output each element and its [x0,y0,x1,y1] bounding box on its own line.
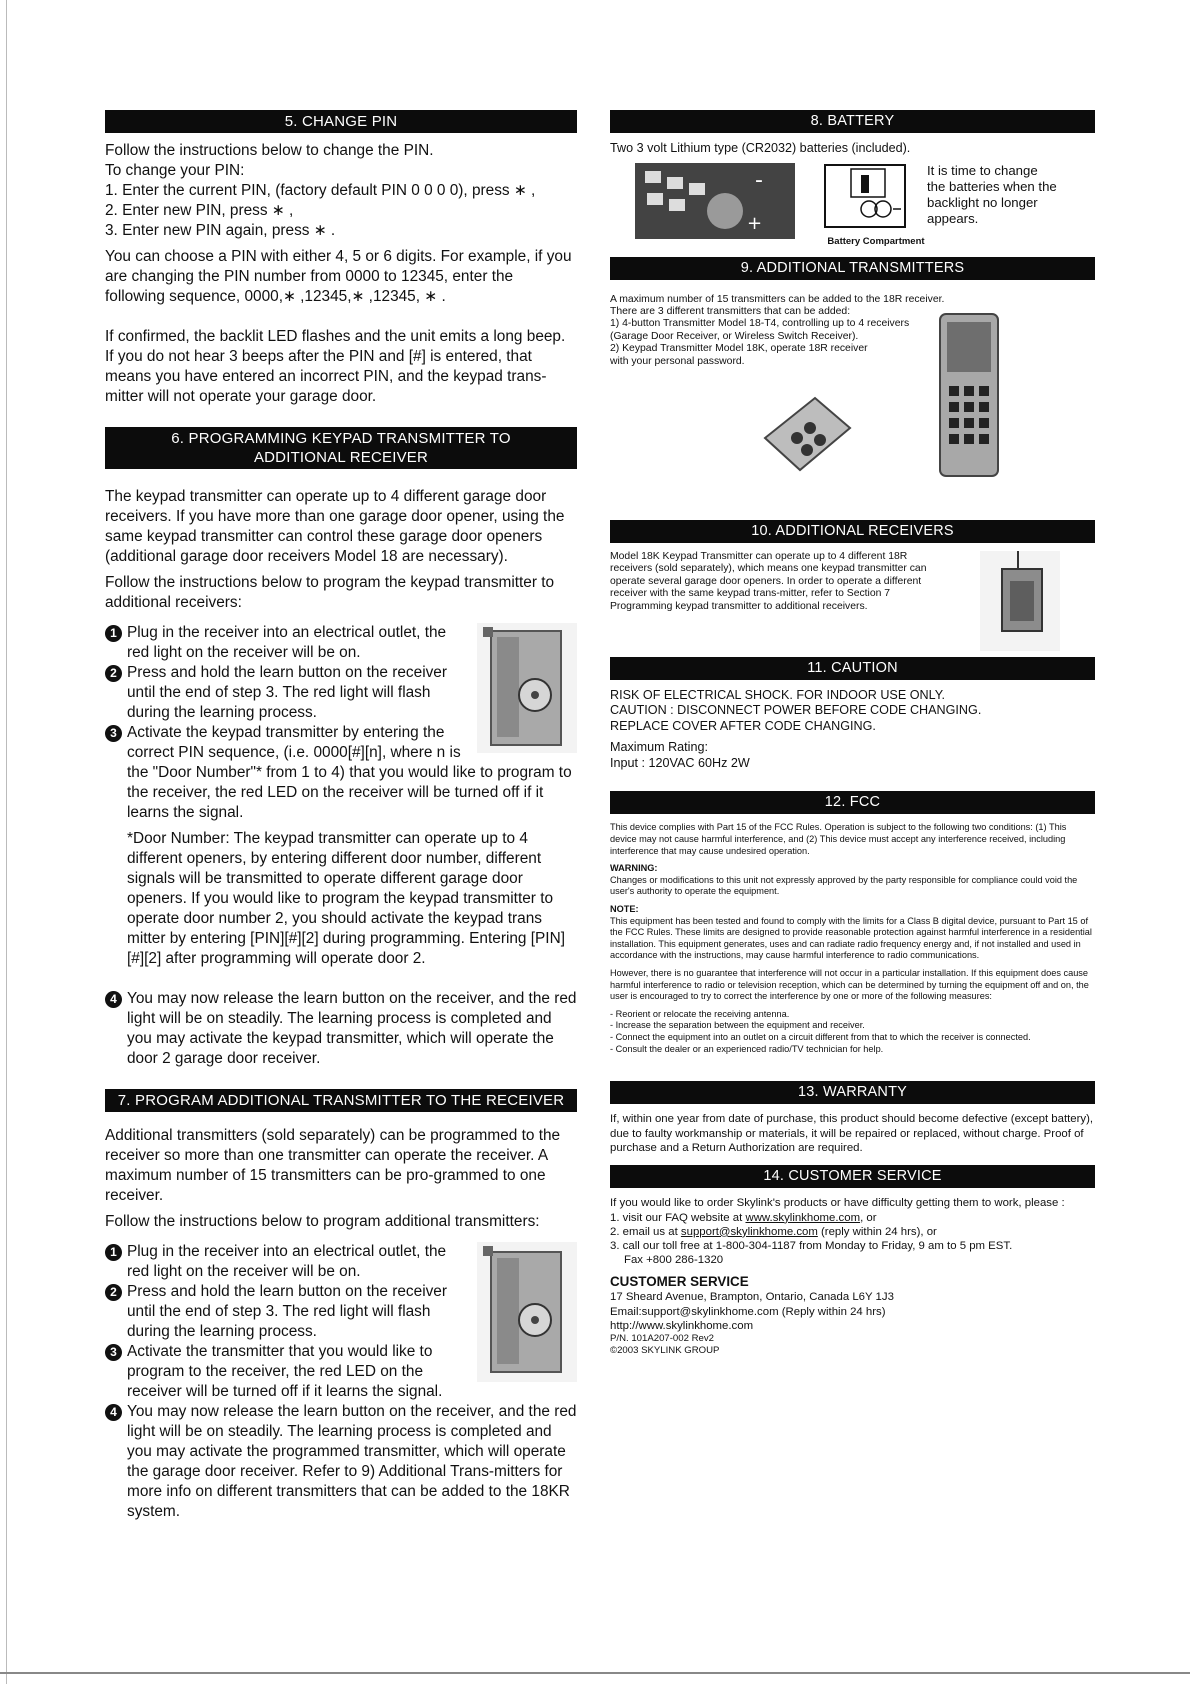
s9-line1: A maximum number of 15 transmitters can be added to the 18R receiver. [610,293,945,305]
s7-step-4: 4 You may now release the learn button on the receiver, and the red light will be on steadily. The learning process is completed and you may activate the programmed transmitter, which will operate the garage door receiver. Refer to 9) Additional Trans-mitters for more info on different transmitters that can be added to the 18KR system. [105,1402,577,1522]
list-item: - Increase the separation between the equipment and receiver. [610,1020,865,1031]
s11-line3: REPLACE COVER AFTER CODE CHANGING. [610,718,876,733]
s14-copyright: ©2003 SKYLINK GROUP [610,1344,720,1356]
s6-title-line1: 6. PROGRAMMING KEYPAD TRANSMITTER TO [171,430,511,447]
keypad-transmitter-image [935,310,1005,480]
s5-intro2: To change your PIN: [105,162,245,179]
step-number-1: 1 [105,1244,122,1261]
step-number-3: 3 [105,1344,122,1361]
page-edge-left [6,0,7,1684]
s9-line4: (Garage Door Receiver, or Wireless Switch Receiver). [610,330,859,342]
s6-step-1: 1 Plug in the receiver into an electrical outlet, the red light on the receiver will be on. [105,623,577,663]
step-number-4: 4 [105,1404,122,1421]
step-number-2: 2 [105,665,122,682]
s7-step-3: 3 Activate the transmitter that you would like to program to the receiver, the red LED on the receiver will be turned off if it learns the signal. [105,1342,577,1402]
s14-cs-title: CUSTOMER SERVICE [610,1274,749,1290]
step-number-1: 1 [105,625,122,642]
s12-p1: This device complies with Part 15 of the FCC Rules. Operation is subject to the following two conditions: (1) This device may not cause harmful interference, and (2) This device must accept any interference received, including interference that may cause undesired operation. [610,822,1067,856]
s9-images [610,368,1095,520]
s14-fax: Fax +800 286-1320 [624,1254,724,1267]
battery-photo [635,163,795,239]
s14-part-number: P/N. 101A207-002 Rev2 [610,1332,714,1344]
s14-address: 17 Sheard Avenue, Brampton, Ontario, Canada L6Y 1J3 [610,1291,894,1304]
s12-note-label: NOTE: [610,904,639,914]
support-email-link[interactable]: support@skylinkhome.com [680,1225,818,1238]
s14-intro: If you would like to order Skylink's products or have difficulty getting them to work, please : [610,1197,1065,1210]
svg-text:+: + [747,212,763,234]
s9-body [610,294,1095,520]
s5-para1: You can choose a PIN with either 4, 5 or 6 digits. For example, if you are changing the PIN number from 0000 to 12345, enter the following sequence, 0000,∗ ,12345,∗ ,12345, ∗ . [105,248,572,305]
page-edge-bottom [0,1672,1190,1674]
section-8-header: 8. BATTERY [610,110,1095,133]
s14-item-1: 1. visit our FAQ website at www.skylinkhome.com, or [610,1211,877,1224]
svg-text:-: - [755,167,763,193]
section-7-header: 7. PROGRAM ADDITIONAL TRANSMITTER TO THE RECEIVER [105,1089,577,1112]
s14-body [610,1196,1095,1357]
s14-item-3: 3. call our toll free at 1-800-304-1187 from Monday to Friday, 9 am to 5 pm EST. [610,1239,1013,1252]
list-item: - Connect the equipment into an outlet on a circuit different from that to which the receiver is connected. [610,1031,1031,1042]
s7-step-2: 2 Press and hold the learn button on the receiver until the end of step 3. The red light will flash during the learning process. [105,1282,577,1342]
s5-intro1: Follow the instructions below to change the PIN. [105,142,434,159]
step-number-2: 2 [105,1284,122,1301]
section-10-header: 10. ADDITIONAL RECEIVERS [610,520,1095,543]
s12-note: This equipment has been tested and found to comply with the limits for a Class B digital device, pursuant to Part 15 of the FCC Rules. These limits are designed to provide reasonable protection against harmful interference in a residential installation. This equipment generates, uses and can radiate radio frequency energy and, if not installed and used in accordance with the instructions, may cause harmful interference to radio communications. [610,915,1092,961]
s14-item-2: 2. email us at support@skylinkhome.com (reply within 24 hrs), or [610,1225,937,1238]
s11-line1: RISK OF ELECTRICAL SHOCK. FOR INDOOR USE ONLY. [610,687,945,702]
s6-para1: The keypad transmitter can operate up to 4 different garage door receivers. If you have more than one garage door opener, using the same keypad transmitter can control these garage door openers (additional garage door receivers Model 18 are necessary). [105,488,565,565]
s5-para2: If confirmed, the backlit LED flashes and the unit emits a long beep. [105,328,566,345]
battery-compartment-figure [821,163,931,247]
s5-step-1: 1. Enter the current PIN, (factory default PIN 0 0 0 0), press ∗ , [105,182,536,199]
s8-para1: Two 3 volt Lithium type (CR2032) batteries (included). [610,141,911,155]
s9-line3: 1) 4-button Transmitter Model 18-T4, controlling up to 4 receivers [610,318,910,330]
s7-para2: Follow the instructions below to program additional transmitters: [105,1213,540,1230]
remote-transmitter-image [755,388,855,478]
section-14-header: 14. CUSTOMER SERVICE [610,1165,1095,1188]
section-5-header: 5. CHANGE PIN [105,110,577,133]
section-9-header: 9. ADDITIONAL TRANSMITTERS [610,257,1095,280]
battery-figure-row [610,163,1095,247]
s6-para2: Follow the instructions below to program the keypad transmitter to additional receivers: [105,574,555,611]
s12-warning: Changes or modifications to this unit not expressly approved by the party responsible for compliance could void the user's authority to operate the equipment. [610,874,1078,897]
list-item: - Reorient or relocate the receiving antenna. [610,1008,790,1019]
s8-side-text: It is time to change the batteries when the backlight no longer appears. [927,162,1057,226]
s5-step-2: 2. Enter new PIN, press ∗ , [105,202,294,219]
s10-para: Model 18K Keypad Transmitter can operate up to 4 different 18R receivers (sold separately), which means one keypad transmitter can operate several garage door openers. In order to operate a different receiver with the same keypad trans-mitter, refer to Section 7 Programming keypad transmitter to additional receivers. [610,550,927,612]
step-number-3: 3 [105,725,122,742]
s7-para1: Additional transmitters (sold separately) can be programmed to the receiver so more than one transmitter can operate the receiver. A maximum number of 15 transmitters can be pro-grammed to one receiver. [105,1127,561,1204]
s5-para3: If you do not hear 3 beeps after the PIN and [#] is entered, that means you have entered an incorrect PIN, and the keypad trans-mitter will not operate your garage door. [105,348,547,405]
section-11-header: 11. CAUTION [610,657,1095,680]
section-12-header: 12. FCC [610,791,1095,814]
s9-line5: 2) Keypad Transmitter Model 18K, operate 18R receiver [610,343,868,355]
s14-website: http://www.skylinkhome.com [610,1319,754,1332]
s11-line2: CAUTION : DISCONNECT POWER BEFORE CODE CHANGING. [610,703,982,718]
s10-body [610,551,1095,651]
s12-p2: However, there is no guarantee that interference will not occur in a particular installation. If this equipment does cause harmful interference to radio or television reception, which can be determined by turning the equipment off and on, the user is encouraged to try to correct the interference by one or more of the following measures: [610,967,1089,1002]
section-13-header: 13. WARRANTY [610,1081,1095,1104]
s14-email: Email:support@skylinkhome.com (Reply within 24 hrs) [610,1305,886,1318]
s6-step-3: 3 Activate the keypad transmitter by entering the correct PIN sequence, (i.e. 0000[#][n], where n is the "Door Number"* from 1 to 4) that you would like to program to the receiver, the red LED on the receiver will be turned off if it learns the signal. [105,723,577,823]
list-item: - Consult the dealer or an experienced radio/TV technician for help. [610,1043,884,1054]
s9-line2: There are 3 different transmitters that can be added: [610,305,851,317]
s6-step-2: 2 Press and hold the learn button on the receiver until the end of step 3. The red light will flash during the learning process. [105,663,577,723]
s12-warning-label: WARNING: [610,863,658,874]
left-column [105,110,577,1522]
step-number-4: 4 [105,991,122,1008]
s12-measures-list [610,1009,1095,1055]
section-6-header [105,427,577,469]
right-column [610,110,1095,1357]
battery-compartment-diagram [821,163,911,229]
receiver-small-image [980,551,1060,651]
s13-para: If, within one year from date of purchase, this product should become defective (except battery), due to faulty workmanship or materials, it will be repaired or replaced, without charge. Proof of purchase and a Return Authorization are required. [610,1113,1094,1154]
s11-line5: Input : 120VAC 60Hz 2W [610,755,750,770]
s11-line4: Maximum Rating: [610,740,708,755]
faq-website-link[interactable]: www.skylinkhome.com [745,1211,861,1224]
s5-step-3: 3. Enter new PIN again, press ∗ . [105,222,336,239]
battery-compartment-caption: Battery Compartment [827,235,925,247]
s6-door-number-note: *Door Number: The keypad transmitter can operate up to 4 different openers, by entering different door number, different signals will be transmitted to operate different garage door openers. If you would like to program the keypad transmitter to operate door number 2, you should activate the keypad trans mitter by entering [PIN][#][2] during programming. Entering [PIN][#][2] after programming will operate door 2. [127,830,565,967]
s6-step-4: 4 You may now release the learn button on the receiver, and the red light will be on steadily. The learning process is completed and you may activate the keypad transmitter, which will operate the door 2 garage door receiver. [105,989,577,1069]
s7-step-1: 1 Plug in the receiver into an electrical outlet, the red light on the receiver will be on. [105,1242,577,1282]
s6-title-line2: ADDITIONAL RECEIVER [253,449,429,466]
s9-line6: with your personal password. [610,355,745,367]
